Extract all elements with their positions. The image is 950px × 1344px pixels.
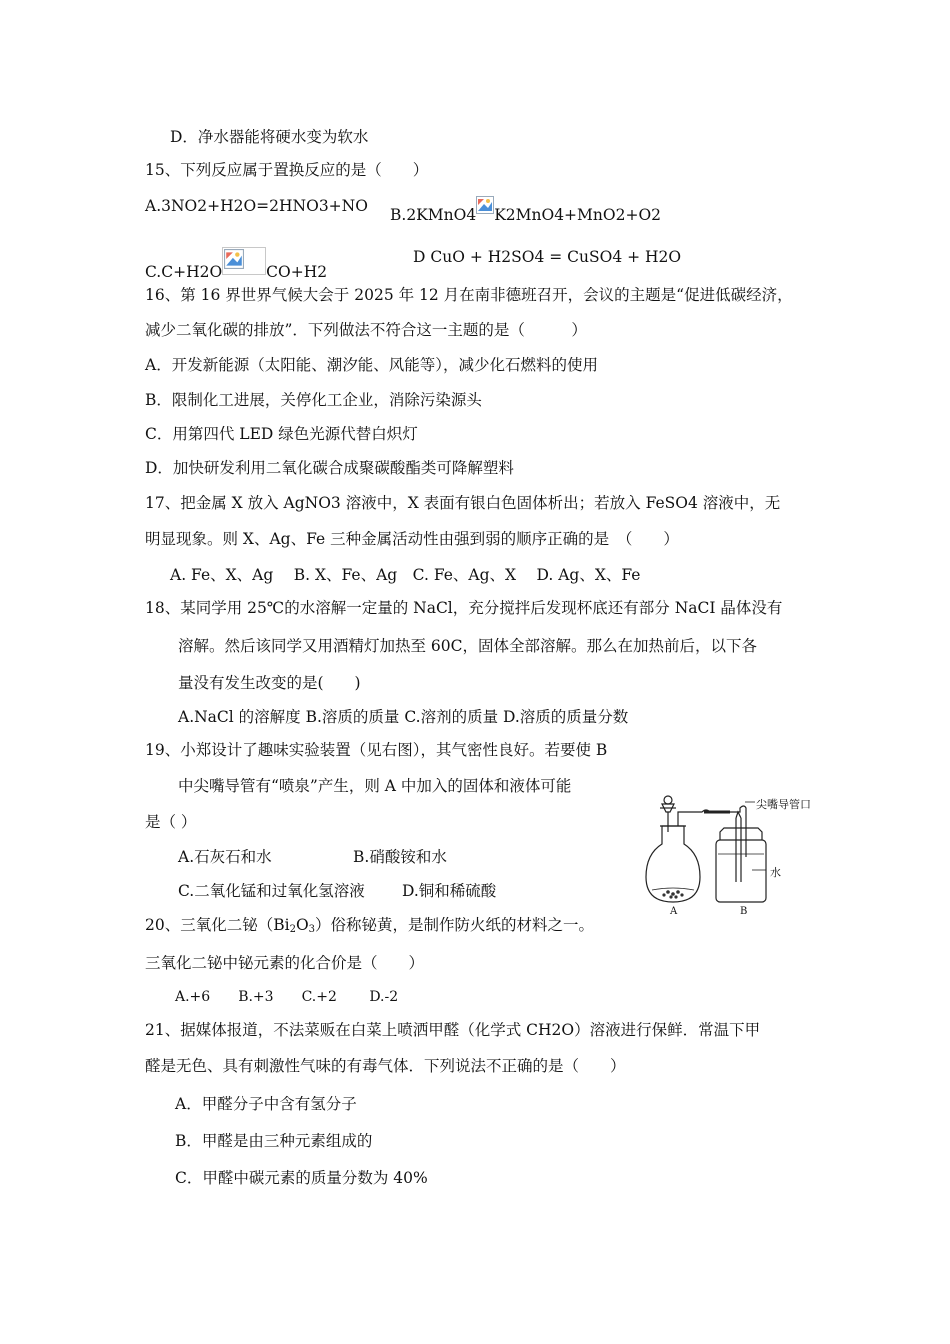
q19-stem-line3: 是（ ） — [145, 813, 197, 831]
q21-option-b: B．甲醛是由三种元素组成的 — [175, 1132, 373, 1150]
q21-stem-line1: 21、据媒体报道，不法菜贩在白菜上喷洒甲醛（化学式 CH2O）溶液进行保鲜．常温下甲 — [145, 1021, 761, 1039]
q17-stem-line1: 17、把金属 X 放入 AgNO3 溶液中，X 表面有银白色固体析出；若放入 FeSO4 溶液中，无 — [145, 494, 781, 512]
broken-image-icon — [222, 247, 266, 275]
q15-option-a: A.3NO2+H2O=2HNO3+NO — [145, 197, 368, 215]
q19-option-c: C.二氧化锰和过氧化氢溶液 — [178, 882, 365, 900]
broken-image-icon — [476, 196, 494, 214]
q20-text-2: O — [295, 916, 309, 934]
q20-sub-2: 3 — [308, 924, 316, 935]
q15-option-d: D CuO + H2SO4 = CuSO4 + H2O — [413, 248, 682, 266]
q16-option-c: C．用第四代 LED 绿色光源代替白炽灯 — [145, 425, 418, 443]
flask-a — [646, 826, 700, 902]
q19-stem-line1: 19、小郑设计了趣味实验装置（见右图），其气密性良好。若要使 B — [145, 741, 608, 759]
q19-option-b: B.硝酸铵和水 — [353, 848, 447, 866]
q16-stem-line1: 16、第 16 界世界气候大会于 2025 年 12 月在南非德班召开，会议的主题是“促进低碳经济， — [145, 286, 793, 304]
q21-option-a: A．甲醛分子中含有氢分子 — [175, 1095, 357, 1113]
q15-option-b — [390, 196, 661, 225]
q18-options: A.NaCl 的溶解度 B.溶质的质量 C.溶剂的质量 D.溶质的质量分数 — [178, 708, 629, 726]
q15-option-c — [145, 247, 327, 282]
q16-option-b: B．限制化工进展，关停化工企业，消除污染源头 — [145, 391, 482, 409]
q16-option-d: D．加快研发利用二氧化碳合成聚碳酸酯类可降解塑料 — [145, 459, 514, 477]
q20-text-3: ）俗称铋黄，是制作防火纸的材料之一。 — [315, 916, 595, 934]
q19-option-d: D.铜和稀硫酸 — [402, 882, 497, 900]
q18-stem-line2: 溶解。然后该同学又用酒精灯加热至 60C，固体全部溶解。那么在加热前后，以下各 — [178, 637, 758, 655]
q15-stem: 15、下列反应属于置换反应的是（ ） — [145, 161, 429, 179]
q15-option-c-left: C.C+H2O — [145, 263, 223, 281]
q21-option-c: C．甲醛中碳元素的质量分数为 40% — [175, 1169, 428, 1187]
funnel-bulb — [664, 796, 672, 804]
q15-option-c-right: CO+H2 — [266, 263, 328, 281]
q14-option-d: D．净水器能将硬水变为软水 — [170, 128, 369, 146]
solid-in-flask — [662, 890, 683, 898]
flask-a-label: A — [670, 906, 678, 917]
q20-text-1: 20、三氧化二铋（Bi — [145, 916, 290, 934]
q19-option-a: A.石灰石和水 — [178, 848, 272, 866]
q19-stem-line2: 中尖嘴导管有“喷泉”产生，则 A 中加入的固体和液体可能 — [178, 777, 572, 795]
nozzle-label: 尖嘴导管口 — [756, 798, 811, 811]
experiment-apparatus-figure — [640, 782, 825, 922]
q18-stem-line1: 18、某同学用 25℃的水溶解一定量的 NaCl，充分搅拌后发现杯底还有部分 NaCI 晶体没有 — [145, 599, 783, 617]
q20-stem-line1 — [145, 915, 594, 940]
q16-stem-line2: 减少二氧化碳的排放”．下列做法不符合这一主题的是（ ） — [145, 321, 587, 339]
q20-stem-line2: 三氧化二铋中铋元素的化合价是（ ） — [145, 954, 425, 972]
q21-stem-line2: 醛是无色、具有刺激性气味的有毒气体．下列说法不正确的是（ ） — [145, 1057, 626, 1075]
water-label: 水 — [770, 866, 781, 879]
bottle-b-label: B — [740, 906, 748, 917]
q17-options: A. Fe、X、Ag B. X、Fe、Ag C. Fe、Ag、X D. Ag、X、Fe — [170, 566, 641, 584]
q15-option-b-left: B.2KMnO4 — [390, 206, 477, 224]
q17-stem-line2: 明显现象。则 X、Ag、Fe 三种金属活动性由强到弱的顺序正确的是 （ ） — [145, 530, 679, 548]
q18-stem-line3: 量没有发生改变的是( ) — [178, 674, 361, 692]
q20-sub-1: 2 — [289, 924, 296, 935]
q20-options: A.+6 B.+3 C.+2 D.-2 — [175, 989, 399, 1005]
q16-option-a: A．开发新能源（太阳能、潮汐能、风能等），减少化石燃料的使用 — [145, 356, 598, 374]
q15-option-b-right: K2MnO4+MnO2+O2 — [494, 206, 662, 224]
